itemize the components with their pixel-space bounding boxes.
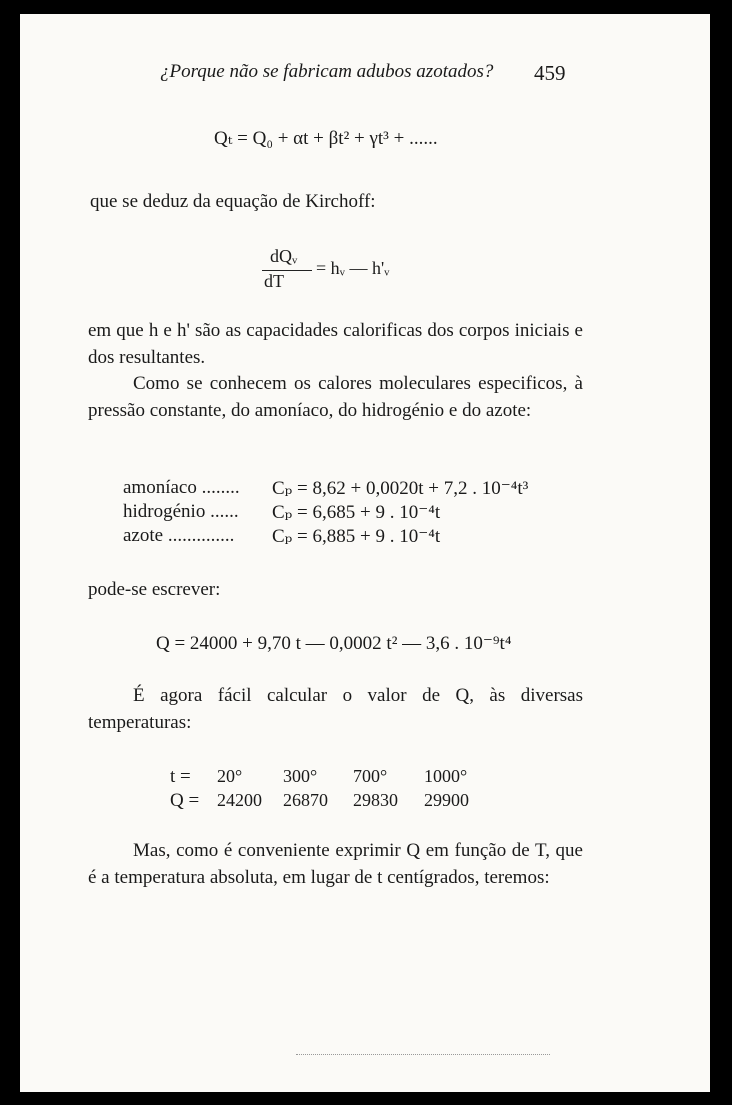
temperature-cell: 700° [353, 766, 388, 786]
running-header-title: ¿Porque não se fabricam adubos azotados? [160, 61, 494, 82]
heat-cell: 29900 [424, 790, 469, 810]
kirchhoff-intro-text: que se deduz da equação de Kirchoff: [90, 191, 376, 212]
heat-cell: 29830 [353, 790, 398, 810]
fraction-numerator: dQᵥ [270, 246, 298, 266]
temperature-row-label: t = [170, 766, 191, 787]
page-number: 459 [534, 61, 566, 85]
formula-ammonia: Cₚ = 8,62 + 0,0020t + 7,2 . 10⁻⁴t³ [272, 478, 529, 499]
temperature-cell: 20° [217, 766, 243, 786]
heat-equation: Q = 24000 + 9,70 t — 0,0002 t² — 3,6 . 10⁻⁹t⁴ [156, 633, 512, 654]
compound-name-nitrogen: azote .............. [123, 525, 235, 546]
temperature-cell: 300° [283, 766, 318, 786]
series-equation: Qₜ = Q₀ + αt + βt² + γt³ + ...... [214, 128, 438, 149]
compound-name-ammonia: amoníaco ........ [123, 477, 240, 498]
formula-hydrogen: Cₚ = 6,685 + 9 . 10⁻⁴t [272, 502, 441, 523]
heat-cell: 24200 [217, 790, 262, 810]
easy-calc-paragraph: É agora fácil calcular o valor de Q, às diversas temperaturas: [88, 685, 583, 733]
can-write-text: pode-se escrever: [88, 579, 221, 600]
capacities-paragraph: em que h e h' são as capacidades calorificas dos corpos iniciais e dos resultantes. [88, 320, 583, 368]
convenient-paragraph: Mas, como é conveniente exprimir Q em função de T, que é a temperatura absoluta, em lugar de t centígrados, teremos: [88, 840, 583, 888]
fraction-rhs: = hᵥ — h'ᵥ [316, 258, 390, 278]
footer-dotted-rule [296, 1054, 550, 1055]
book-page [20, 14, 710, 1092]
heat-cell: 26870 [283, 790, 328, 810]
fraction-denominator: dT [264, 271, 284, 291]
temperature-cell: 1000° [424, 766, 468, 786]
heat-row-label: Q = [170, 790, 200, 811]
molecular-heats-paragraph: Como se conhecem os calores moleculares especificos, à pressão constante, do amoníaco, do hidrogénio e do azote: [88, 373, 583, 421]
compound-name-hydrogen: hidrogénio ...... [123, 501, 239, 522]
formula-nitrogen: Cₚ = 6,885 + 9 . 10⁻⁴t [272, 526, 441, 547]
